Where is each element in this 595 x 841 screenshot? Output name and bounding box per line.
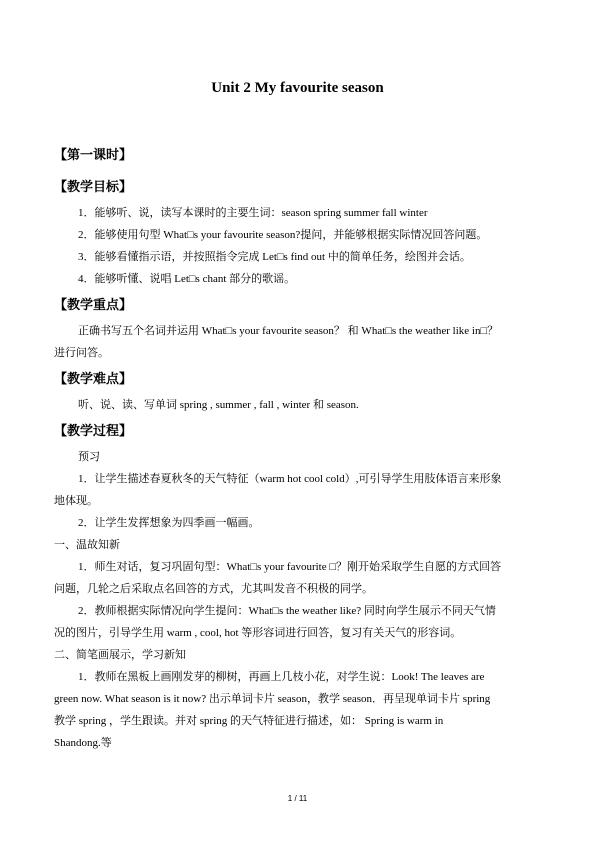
objective-item: 2．能够使用句型 What□s your favourite season?提问，并能够根据实际情况回答问题。 bbox=[78, 229, 488, 241]
difficulties-text: 听、说、读、写单词 spring , summer , fall , winter 和 season. bbox=[78, 399, 359, 411]
paragraph: 2．教师根据实际情况向学生提问：What□s the weather like? 同时向学生展示不同天气情 bbox=[78, 605, 496, 617]
paragraph: 地体现。 bbox=[54, 495, 98, 507]
paragraph: 1．师生对话，复习巩固句型：What□s your favourite □？刚开始采取学生自愿的方式回答 bbox=[78, 561, 502, 573]
process-heading: 【教学过程】 bbox=[54, 423, 133, 438]
objectives-heading: 【教学目标】 bbox=[54, 179, 133, 194]
paragraph: green now. What season is it now? 出示单词卡片 season，教学 season．再呈现单词卡片 spring bbox=[54, 693, 491, 705]
objective-item: 4．能够听懂、说唱 Let□s chant 部分的歌谣。 bbox=[78, 273, 296, 285]
objective-item: 3．能够看懂指示语，并按照指令完成 Let□s find out 中的简单任务，绘图并会话。 bbox=[78, 251, 471, 263]
key-points-heading: 【教学重点】 bbox=[54, 297, 133, 312]
paragraph: 况的图片，引导学生用 warm , cool, hot 等形容词进行回答，复习有关天气的形容词。 bbox=[54, 627, 462, 639]
section-heading: 一、温故知新 bbox=[54, 539, 120, 551]
paragraph: 2．让学生发挥想象为四季画一幅画。 bbox=[78, 517, 260, 529]
paragraph: 教学 spring ，学生跟读。并对 spring 的天气特征进行描述，如： Spring is warm in bbox=[54, 715, 444, 727]
page-number: 1 / 11 bbox=[287, 794, 308, 803]
key-points-text: 进行问答。 bbox=[54, 347, 109, 359]
paragraph: 1．让学生描述春夏秋冬的天气特征（warm hot cool cold）,可引导学生用肢体语言来形象 bbox=[78, 473, 502, 485]
paragraph: 1．教师在黑板上画刚发芽的柳树，再画上几枝小花，对学生说：Look! The leaves are bbox=[78, 671, 485, 683]
paragraph: Shandong.等 bbox=[54, 737, 112, 749]
difficulties-heading: 【教学难点】 bbox=[54, 371, 133, 386]
key-points-text: 正确书写五个名词并运用 What□s your favourite season？ 和 What□s the weather like in□？ bbox=[78, 325, 499, 337]
lesson-heading: 【第一课时】 bbox=[54, 147, 133, 162]
preview-label: 预习 bbox=[78, 451, 100, 463]
paragraph: 问题，几轮之后采取点名回答的方式，尤其叫发音不积极的同学。 bbox=[54, 583, 373, 595]
document-body bbox=[54, 140, 544, 754]
objective-item: 1．能够听、说，读写本课时的主要生词：season spring summer fall winter bbox=[78, 207, 428, 219]
document-title: Unit 2 My favourite season bbox=[211, 80, 384, 96]
section-heading: 二、简笔画展示，学习新知 bbox=[54, 649, 186, 661]
